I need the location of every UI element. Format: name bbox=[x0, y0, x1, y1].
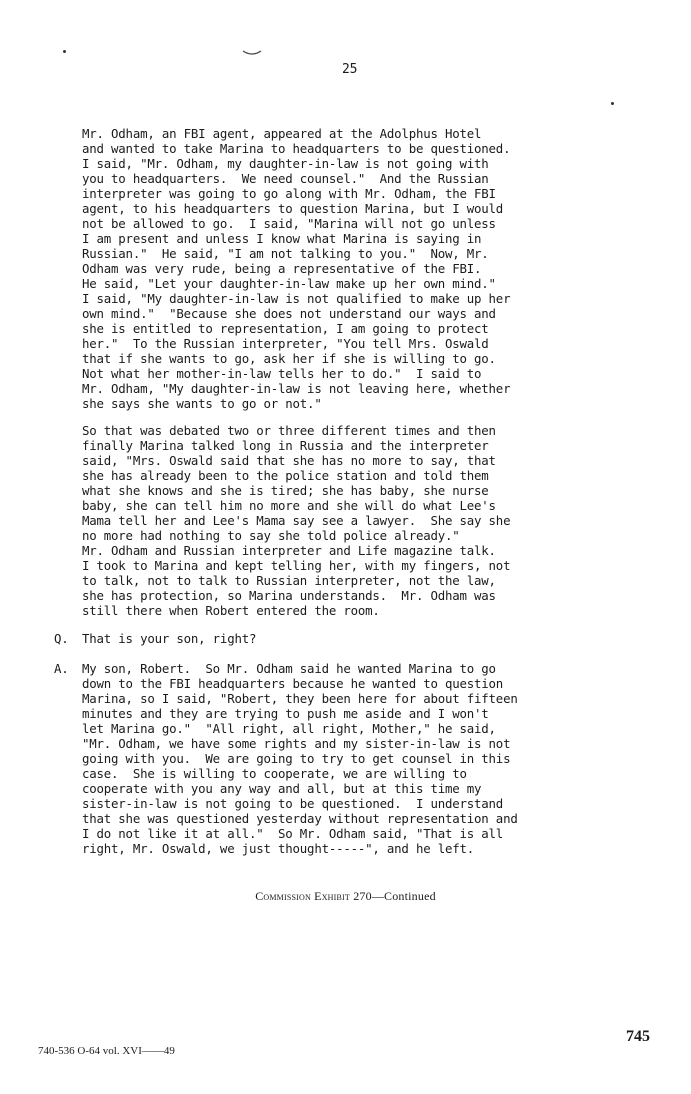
text-line: I do not like it at all." So Mr. Odham said, "That is all bbox=[82, 826, 504, 841]
text-line: own mind." "Because she does not understand our ways and bbox=[82, 306, 496, 321]
text-line: He said, "Let your daughter-in-law make up her own mind." bbox=[82, 276, 496, 291]
text-line: Odham was very rude, being a representative of the FBI. bbox=[82, 261, 482, 276]
text-line: cooperate with you any way and all, but at this time my bbox=[82, 781, 482, 796]
scan-speck-left bbox=[63, 50, 66, 53]
scan-speck-right bbox=[611, 102, 614, 105]
answer-text bbox=[82, 661, 518, 856]
exhibit-caption-title: Commission Exhibit 270 bbox=[255, 889, 372, 903]
text-line: I said, "Mr. Odham, my daughter-in-law is not going with bbox=[82, 156, 489, 171]
text-line: Russian." He said, "I am not talking to you." Now, Mr. bbox=[82, 246, 489, 261]
text-line: that if she wants to go, ask her if she is willing to go. bbox=[82, 351, 496, 366]
text-line: still there when Robert entered the room. bbox=[82, 603, 380, 618]
text-line: said, "Mrs. Oswald said that she has no more to say, that bbox=[82, 453, 496, 468]
question-text: That is your son, right? bbox=[82, 631, 257, 646]
text-line: you to headquarters. We need counsel." And the Russian bbox=[82, 171, 489, 186]
text-line: Marina, so I said, "Robert, they been here for about fifteen bbox=[82, 691, 518, 706]
text-line: to talk, not to talk to Russian interpreter, not the law, bbox=[82, 573, 496, 588]
paragraph-2 bbox=[82, 423, 510, 618]
text-line: that she was questioned yesterday without representation and bbox=[82, 811, 518, 826]
paragraph-1 bbox=[82, 126, 510, 411]
text-line: sister-in-law is not going to be questioned. I understand bbox=[82, 796, 504, 811]
exhibit-caption bbox=[0, 889, 691, 904]
text-line: minutes and they are trying to push me aside and I won't bbox=[82, 706, 489, 721]
text-line: Mr. Odham, an FBI agent, appeared at the Adolphus Hotel bbox=[82, 126, 482, 141]
exhibit-caption-suffix: —Continued bbox=[371, 889, 436, 903]
text-line: Not what her mother-in-law tells her to do." I said to bbox=[82, 366, 482, 381]
text-line: interpreter was going to go along with Mr. Odham, the FBI bbox=[82, 186, 496, 201]
text-line: right, Mr. Oswald, we just thought-----", and he left. bbox=[82, 841, 475, 856]
scan-mark-top bbox=[242, 44, 262, 62]
text-line: her." To the Russian interpreter, "You tell Mrs. Oswald bbox=[82, 336, 489, 351]
folio-number: 745 bbox=[626, 1028, 650, 1045]
text-line: baby, she can tell him no more and she will do what Lee's bbox=[82, 498, 496, 513]
text-line: I said, "My daughter-in-law is not qualified to make up her bbox=[82, 291, 511, 306]
text-line: what she knows and she is tired; she has baby, she nurse bbox=[82, 483, 489, 498]
text-line: So that was debated two or three different times and then bbox=[82, 423, 496, 438]
text-line: My son, Robert. So Mr. Odham said he wanted Marina to go bbox=[82, 661, 496, 676]
text-line: case. She is willing to cooperate, we are willing to bbox=[82, 766, 467, 781]
text-line: finally Marina talked long in Russia and the interpreter bbox=[82, 438, 489, 453]
text-line: Mr. Odham, "My daughter-in-law is not leaving here, whether bbox=[82, 381, 511, 396]
answer-label: A. bbox=[54, 661, 69, 676]
text-line: Mama tell her and Lee's Mama say see a lawyer. She say she bbox=[82, 513, 511, 528]
text-line: and wanted to take Marina to headquarters to be questioned. bbox=[82, 141, 511, 156]
text-line: I took to Marina and kept telling her, with my fingers, not bbox=[82, 558, 511, 573]
text-line: agent, to his headquarters to question Marina, but I would bbox=[82, 201, 504, 216]
text-line: she is entitled to representation, I am going to protect bbox=[82, 321, 489, 336]
text-line: she has already been to the police station and told them bbox=[82, 468, 489, 483]
question-label: Q. bbox=[54, 631, 69, 646]
text-line: let Marina go." "All right, all right, Mother," he said, bbox=[82, 721, 496, 736]
text-line: she has protection, so Marina understands. Mr. Odham was bbox=[82, 588, 496, 603]
page-number: 25 bbox=[342, 62, 358, 77]
text-line: down to the FBI headquarters because he wanted to question bbox=[82, 676, 504, 691]
text-line: I am present and unless I know what Marina is saying in bbox=[82, 231, 482, 246]
text-line: "Mr. Odham, we have some rights and my sister-in-law is not bbox=[82, 736, 511, 751]
text-line: Mr. Odham and Russian interpreter and Life magazine talk. bbox=[82, 543, 496, 558]
text-line: not be allowed to go. I said, "Marina will not go unless bbox=[82, 216, 496, 231]
print-code: 740-536 O-64 vol. XVI——49 bbox=[38, 1045, 175, 1057]
text-line: going with you. We are going to try to get counsel in this bbox=[82, 751, 511, 766]
text-line: no more had nothing to say she told police already." bbox=[82, 528, 460, 543]
text-line: she says she wants to go or not." bbox=[82, 396, 322, 411]
